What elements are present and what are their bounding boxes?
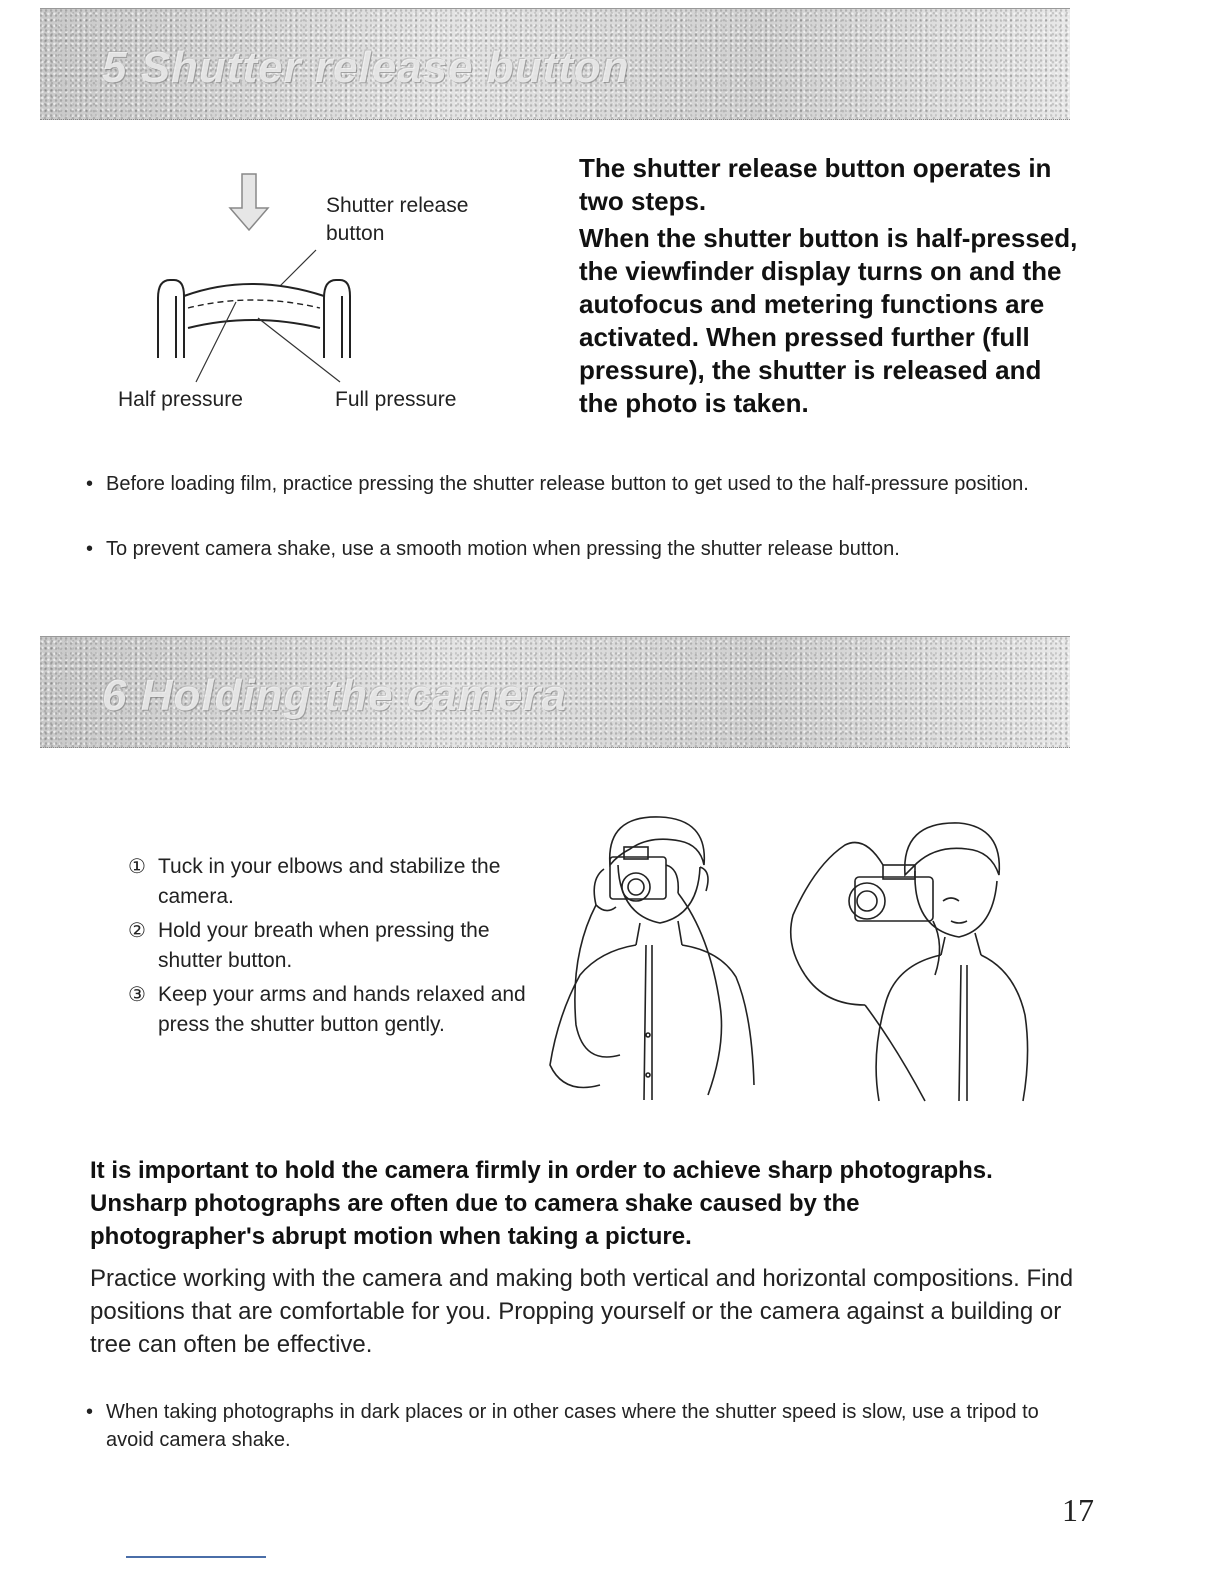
bullet-text: When taking photographs in dark places or in other cases where the shutter speed is slow, use a tripod to avoid camera shake. bbox=[106, 1401, 1039, 1451]
bullet-text: To prevent camera shake, use a smooth motion when pressing the shutter release button. bbox=[106, 538, 900, 560]
step-text: Keep your arms and hands relaxed and press the shutter button gently. bbox=[158, 983, 526, 1036]
section-banner-holding-camera bbox=[40, 636, 1070, 748]
footer-rule bbox=[126, 1556, 266, 1558]
bullet-icon: • bbox=[86, 1401, 94, 1423]
step-item bbox=[128, 852, 528, 912]
lead-text: The shutter release button operates in two steps. bbox=[579, 153, 1052, 216]
step-number: ① bbox=[128, 856, 146, 878]
horizontal-hold-illustration bbox=[775, 805, 1045, 1105]
important-note: It is important to hold the camera firmly in order to achieve sharp photographs. Unsharp photographs are often due to camera shake caused by the photographer's abrupt motion when taking a picture. bbox=[90, 1157, 993, 1250]
step-text: Hold your breath when pressing the shutter button. bbox=[158, 919, 490, 972]
vertical-hold-illustration bbox=[540, 805, 770, 1105]
detail-text: When the shutter button is half-pressed, the viewfinder display turns on and the autofocus and metering functions are activated. When pressed further (full pressure), the shutter is released and the photo is taken. bbox=[579, 223, 1078, 418]
press-arrow-icon bbox=[230, 174, 268, 230]
bullet-text: Before loading film, practice pressing the shutter release button to get used to the half-pressure position. bbox=[106, 473, 1029, 495]
bullet-item bbox=[86, 1398, 1086, 1454]
bullet-item bbox=[86, 470, 1086, 498]
full-pressure-label: Full pressure bbox=[335, 388, 457, 411]
practice-paragraph: Practice working with the camera and making both vertical and horizontal compositions. Find positions that are comfortable for you. Propping yourself or the camera against a building or tree can often be effective. bbox=[90, 1265, 1074, 1358]
step-number: ② bbox=[128, 920, 146, 942]
bullet-icon: • bbox=[86, 473, 94, 495]
section-banner-shutter-release bbox=[40, 8, 1070, 120]
bullet-item bbox=[86, 535, 1086, 563]
step-item bbox=[128, 916, 528, 976]
bullet-icon: • bbox=[86, 538, 94, 560]
step-number: ③ bbox=[128, 984, 146, 1006]
section-title: 5 Shutter release button bbox=[102, 43, 630, 92]
step-text: Tuck in your elbows and stabilize the camera. bbox=[158, 855, 501, 908]
section-title: 6 Holding the camera bbox=[102, 671, 568, 720]
page-number: 17 bbox=[1062, 1492, 1094, 1528]
half-pressure-label: Half pressure bbox=[118, 388, 243, 411]
step-item bbox=[128, 980, 528, 1040]
shutter-button-label: Shutter release button bbox=[326, 194, 469, 245]
